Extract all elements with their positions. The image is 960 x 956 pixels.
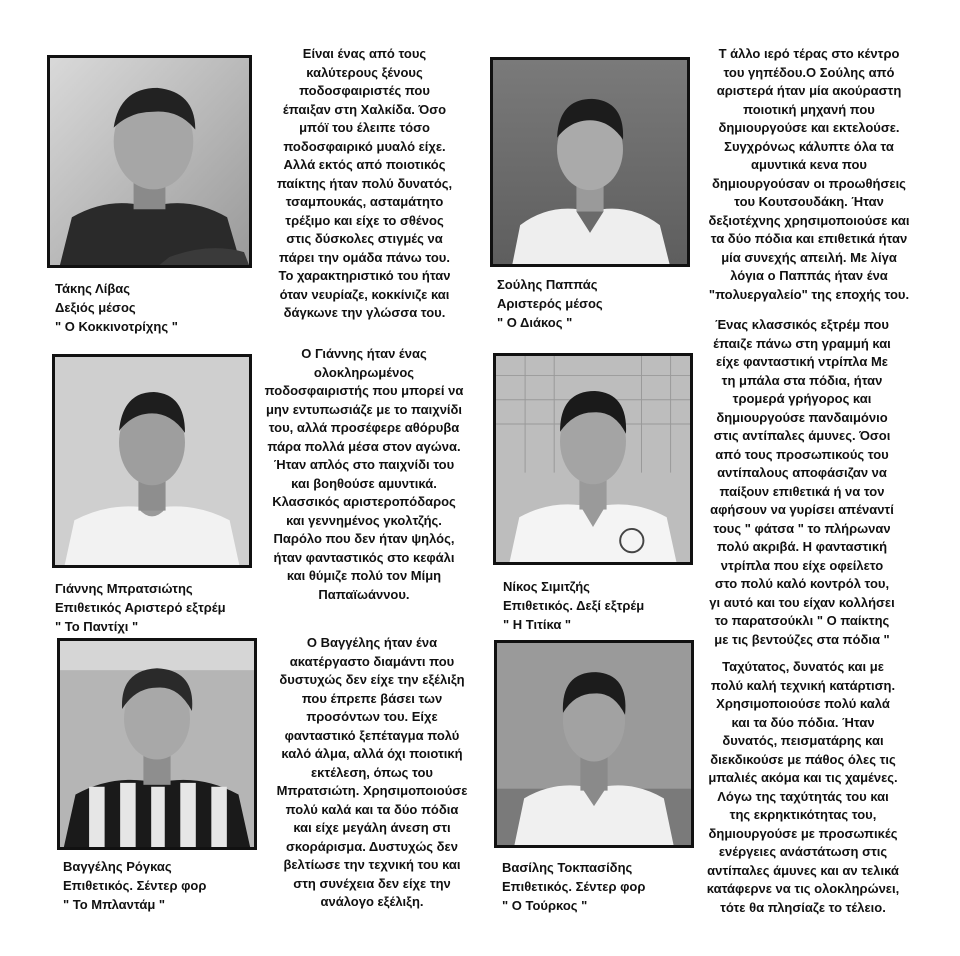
- bio-line: έπαιξαν στη Χαλκίδα. Όσο: [282, 101, 447, 117]
- player-photo-soulis-pappas: [490, 57, 690, 267]
- bio-line: που έπρεπε βάσει των: [301, 690, 443, 706]
- player-position: Δεξιός μέσος: [55, 300, 136, 315]
- player-nickname: " Ο Τούρκος ": [502, 898, 588, 913]
- bio-line: πολύ ακριβά. Η φανταστική: [716, 539, 888, 554]
- player-position: Αριστερός μέσος: [497, 296, 603, 311]
- bio-line: τρέξιμο και είχε το σθένος: [285, 212, 444, 228]
- player-caption-nikos-simitzis: [503, 577, 644, 634]
- bio-line: πολύ καλά και τα δύο πόδια: [285, 801, 459, 817]
- player-caption-vangelis-rogkas: [63, 857, 206, 914]
- bio-line: τρομερά γρήγορος και: [732, 391, 872, 406]
- bio-line: δημιουργούσαν οι προωθήσεις: [712, 175, 906, 191]
- player-photo-giannis-bratsiotis: [52, 354, 252, 568]
- player-caption-takis-livas: [55, 279, 178, 336]
- bio-line: διεκδικούσε με πάθος όλες τις: [710, 751, 896, 767]
- player-caption-giannis-bratsiotis: [55, 579, 226, 636]
- bio-line: αριστερά ήταν μία ακούραστη: [716, 83, 902, 98]
- bio-line: βελτίωσε την τεχνική του και: [283, 857, 461, 872]
- bio-line: στις αντίπαλες άμυνες. Όσοι: [713, 428, 891, 443]
- bio-line: μία συνεχής απειλή. Με λίγα: [721, 249, 897, 265]
- bio-line: καλό άλμα, αλλά όχι ποιοτική: [281, 746, 463, 761]
- player-photo-nikos-simitzis: [493, 353, 693, 565]
- bio-line: τσαμπουκάς, ασταμάτητο: [285, 194, 444, 209]
- bio-line: πάρα πολλά μέσα στον αγώνα.: [267, 438, 461, 454]
- portrait-image: [493, 60, 687, 264]
- bio-line: αντίπαλους αποφάσιζαν να: [717, 465, 887, 480]
- bio-line: μπόϊ του έλειπε τόσο: [299, 120, 430, 135]
- player-name: Τάκης Λίβας: [55, 281, 131, 296]
- bio-line: Παπαϊωάννου.: [318, 586, 410, 602]
- bio-line: Συγχρόνως κάλυπτε όλα τα: [724, 138, 894, 154]
- player-bio-soulis-pappas: [700, 45, 918, 304]
- bio-line: ήταν φανταστικός στο κεφάλι: [273, 549, 455, 565]
- bio-line: και βοηθούσε αμυντικά.: [291, 475, 437, 491]
- player-name: Βασίλης Τοκπασίδης: [502, 860, 633, 875]
- bio-line: στο πολύ καλό κοντρόλ του,: [714, 576, 890, 591]
- player-caption-vasilis-tokpasidis: [502, 858, 645, 915]
- bio-line: ποιοτική μηχανή που: [743, 101, 875, 117]
- bio-line: είχε φανταστική ντρίπλα Με: [716, 354, 888, 369]
- bio-line: Κλασσικός αριστεροπόδαρος: [272, 494, 456, 509]
- player-nickname: " Ο Διάκος ": [497, 315, 573, 330]
- bio-line: δεξιοτέχνης χρησιμοποιούσε και: [708, 212, 910, 228]
- bio-line: Χρησιμοποιούσε πολύ καλά: [716, 696, 890, 711]
- bio-line: φανταστικό ξεπέταγμα πολύ: [284, 727, 460, 743]
- player-bio-giannis-bratsiotis: [258, 345, 470, 604]
- bio-line: Ήταν απλός στο παιχνίδι του: [273, 457, 455, 472]
- bio-line: ποδοσφαιριστής που μπορεί να: [264, 383, 464, 398]
- bio-line: Μπρατσιώτη. Χρησιμοποιούσε: [276, 783, 468, 798]
- bio-line: του Κουτσουδάκη. Ήταν: [734, 194, 884, 209]
- bio-line: Ο Βαγγέλης ήταν ένα: [306, 635, 438, 650]
- bio-line: ολοκληρωμένος: [313, 364, 415, 380]
- bio-line: δημιουργούσε και εκτελούσε.: [718, 120, 900, 135]
- bio-line: Αλλά εκτός από ποιοτικός: [283, 157, 446, 172]
- player-bio-vasilis-tokpasidis: [700, 658, 906, 917]
- bio-line: με τις βεντούζες στα πόδια ": [714, 631, 890, 647]
- bio-line: τους " φάτσα " το πλήρωναν: [713, 520, 891, 536]
- player-position: Επιθετικός. Σέντερ φορ: [63, 878, 207, 893]
- player-name: Γιάννης Μπρατσιώτης: [55, 581, 193, 596]
- bio-line: πάρει την ομάδα πάνω του.: [279, 249, 450, 265]
- bio-line: Το χαρακτηριστικό του ήταν: [278, 268, 451, 283]
- bio-line: το παρατσούκλι " Ο παίκτης: [714, 613, 890, 628]
- portrait-image: [50, 58, 249, 265]
- bio-line: αμυντικά κενα που: [751, 157, 867, 172]
- bio-line: δημιουργούσε πανδαιμόνιο: [716, 409, 888, 425]
- bio-line: Τ άλλο ιερό τέρας στο κέντρο: [718, 46, 900, 61]
- bio-line: και γεννημένος γκολτζής.: [286, 512, 442, 528]
- bio-line: δάγκωνε την γλώσσα του.: [283, 305, 446, 320]
- bio-line: από τους προσωπικούς του: [715, 446, 889, 462]
- bio-line: τα δύο πόδια και επιθετικά ήταν: [710, 231, 908, 246]
- bio-line: της εκρηκτικότητας του,: [729, 807, 877, 822]
- bio-line: και θύμιζε πολύ τον Μίμη: [286, 568, 442, 583]
- bio-line: Ένας κλασσικός εξτρέμ που: [715, 317, 889, 332]
- bio-line: ποδοσφαιριστές που: [299, 83, 430, 98]
- player-position: Επιθετικός. Σέντερ φορ: [502, 879, 646, 894]
- portrait-image: [496, 356, 690, 562]
- bio-line: "πολυεργαλείο" της εποχής του.: [708, 286, 910, 302]
- bio-line: καλύτερους ξένους: [306, 64, 423, 80]
- bio-line: Ταχύτατος, δυνατός και με: [722, 659, 884, 674]
- bio-line: ακατέργαστο διαμάντι που: [289, 653, 455, 669]
- bio-line: παίξουν επιθετικά ή να τον: [719, 483, 885, 499]
- player-nickname: " Το Μπλαντάμ ": [63, 897, 166, 912]
- player-caption-soulis-pappas: [497, 275, 603, 332]
- bio-line: του, αλλά προσέφερε αθόρυβα: [268, 420, 460, 435]
- player-name: Σούλης Παππάς: [497, 277, 598, 292]
- bio-line: έπαιζε πάνω στη γραμμή και: [713, 335, 891, 351]
- portrait-image: [55, 357, 249, 565]
- bio-line: ενέργειες ανάστάτωση στις: [718, 844, 888, 859]
- bio-line: σκοράρισμα. Δυστυχώς δεν: [286, 838, 458, 854]
- bio-line: προσόντων του. Είχε: [306, 709, 438, 724]
- player-photo-vangelis-rogkas: [57, 638, 257, 850]
- bio-line: Ο Γιάννης ήταν ένας: [301, 346, 427, 361]
- player-nickname: " Η Τιτίκα ": [503, 617, 572, 632]
- bio-line: αντίπαλες άμυνες και αν τελικά: [707, 862, 899, 878]
- bio-line: όταν νευρίαζε, κοκκίνιζε και: [279, 286, 450, 302]
- bio-line: εκτέλεση, όπως του: [310, 764, 433, 780]
- bio-line: ντρίπλα που είχε οφείλετο: [720, 557, 884, 573]
- bio-line: τότε θα πλησίαζε το τέλειο.: [720, 899, 886, 915]
- bio-line: παίκτης ήταν πολύ δυνατός,: [276, 175, 453, 191]
- bio-line: και είχε μεγάλη άνεση στι: [293, 820, 451, 835]
- bio-line: λόγια ο Παππάς ήταν ένα: [730, 268, 888, 283]
- player-nickname: " Το Παντίχι ": [55, 619, 139, 634]
- player-bio-vangelis-rogkas: [268, 634, 476, 912]
- bio-line: δυνατός, πεισματάρης και: [722, 733, 884, 748]
- bio-line: κατάφερνε να τις ολοκληρώνει,: [706, 881, 900, 896]
- bio-line: Λόγω της ταχύτητάς του και: [717, 788, 889, 804]
- player-photo-takis-livas: [47, 55, 252, 268]
- bio-line: Είναι ένας από τους: [302, 46, 427, 61]
- player-bio-nikos-simitzis: [696, 316, 908, 649]
- bio-line: ανάλογο εξέλιξη.: [320, 894, 424, 909]
- player-nickname: " Ο Κοκκινοτρίχης ": [55, 319, 178, 334]
- player-bio-takis-livas: [262, 45, 467, 323]
- player-position: Επιθετικός. Δεξί εξτρέμ: [503, 598, 645, 613]
- bio-line: στη συνέχεια δεν είχε την: [293, 875, 451, 891]
- bio-line: αφήσουν να γυρίσει απέναντί: [710, 502, 894, 517]
- player-position: Επιθετικός Αριστερό εξτρέμ: [55, 600, 226, 615]
- bio-line: πολύ καλή τεχνική κατάρτιση.: [710, 677, 896, 693]
- bio-line: και τα δύο πόδια. Ήταν: [731, 714, 875, 730]
- portrait-image: [497, 643, 691, 845]
- player-name: Βαγγέλης Ρόγκας: [63, 859, 172, 874]
- portrait-image: [60, 641, 254, 847]
- bio-line: τη μπάλα στα πόδια, ήταν: [721, 372, 883, 388]
- bio-line: γι αυτό και του είχαν κολλήσει: [709, 594, 895, 610]
- bio-line: δυστυχώς δεν είχε την εξέλιξη: [279, 672, 465, 687]
- bio-line: ποδοσφαιρικό μυαλό είχε.: [283, 138, 446, 154]
- bio-line: στις δύσκολες στιγμές να: [286, 231, 443, 246]
- player-photo-vasilis-tokpasidis: [494, 640, 694, 848]
- bio-line: δημιουργούσε με προσωπικές: [708, 825, 898, 841]
- bio-line: μπαλιές ακόμα και τις χαμένες.: [708, 770, 898, 785]
- player-name: Νίκος Σιμιτζής: [503, 579, 590, 594]
- bio-line: του γηπέδου.Ο Σούλης από: [723, 64, 895, 80]
- bio-line: μην εντυπωσιάζε με το παιχνίδι: [265, 401, 463, 417]
- bio-line: Παρόλο που δεν ήταν ψηλός,: [273, 531, 455, 546]
